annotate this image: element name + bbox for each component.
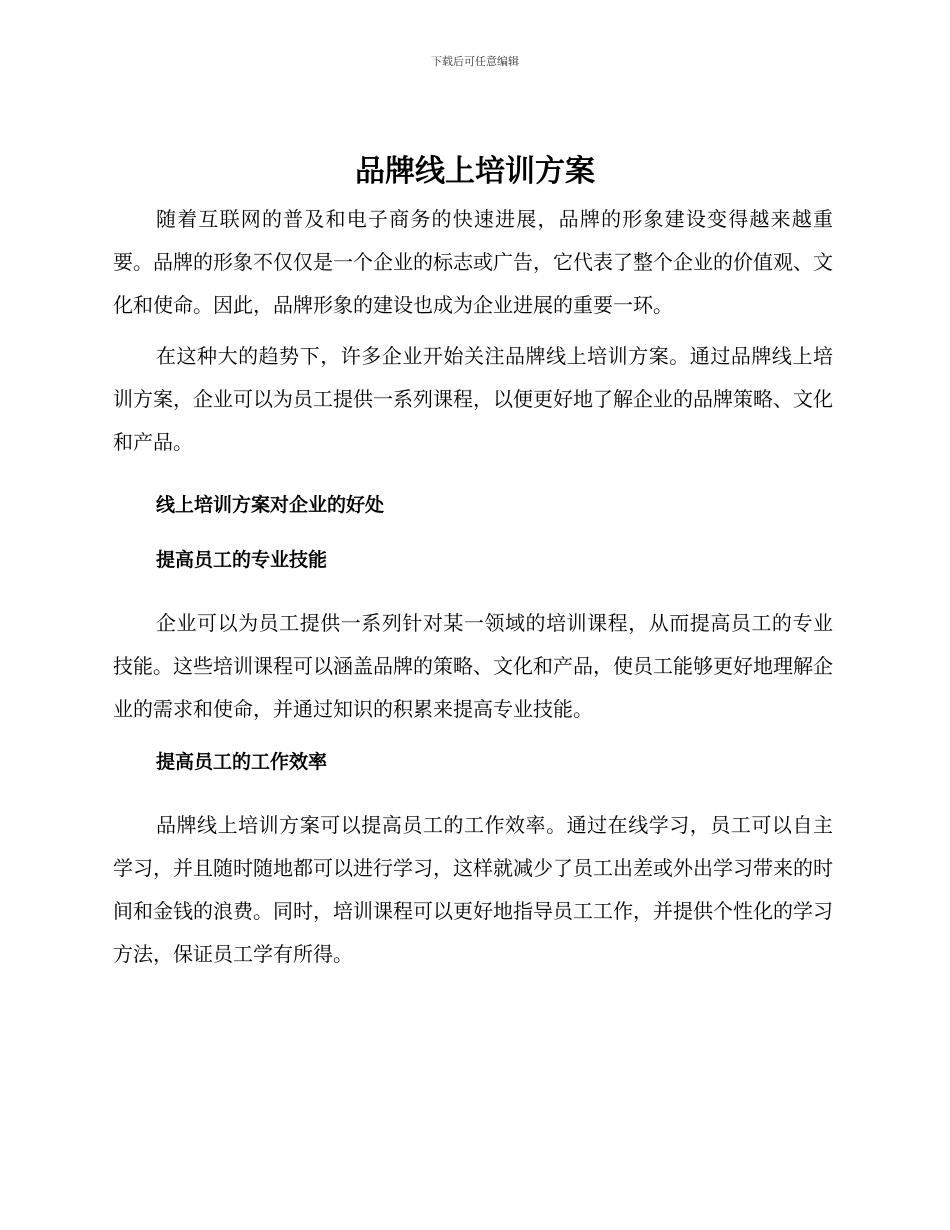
document-body <box>113 198 833 984</box>
subsection-paragraph-skills: 企业可以为员工提供一系列针对某一领域的培训课程，从而提高员工的专业技能。这些培训课程可以涵盖品牌的策略、文化和产品，使员工能够更好地理解企业的需求和使命，并通过知识的积累来提高专业技能。 <box>113 611 833 721</box>
intro-paragraph-2: 在这种大的趋势下，许多企业开始关注品牌线上培训方案。通过品牌线上培训方案，企业可以为员工提供一系列课程，以便更好地了解企业的品牌策略、文化和产品。 <box>113 344 833 454</box>
subsection-paragraph-efficiency: 品牌线上培训方案可以提高员工的工作效率。通过在线学习，员工可以自主学习，并且随时随地都可以进行学习，这样就减少了员工出差或外出学习带来的时间和金钱的浪费。同时，培训课程可以更好地指导员工工作，并提供个性化的学习方法，保证员工学有所得。 <box>113 813 833 966</box>
section-heading-benefits: 线上培训方案对企业的好处 <box>156 494 385 516</box>
page-header-note: 下载后可任意编辑 <box>431 55 519 68</box>
subsection-heading-skills: 提高员工的专业技能 <box>156 549 328 571</box>
intro-paragraph-1: 随着互联网的普及和电子商务的快速进展，品牌的形象建设变得越来越重要。品牌的形象不仅仅是一个企业的标志或广告，它代表了整个企业的价值观、文化和使命。因此，品牌形象的建设也成为企业进展的重要一环。 <box>113 207 833 317</box>
document-title: 品牌线上培训方案 <box>355 154 595 189</box>
subsection-heading-efficiency: 提高员工的工作效率 <box>156 751 328 773</box>
